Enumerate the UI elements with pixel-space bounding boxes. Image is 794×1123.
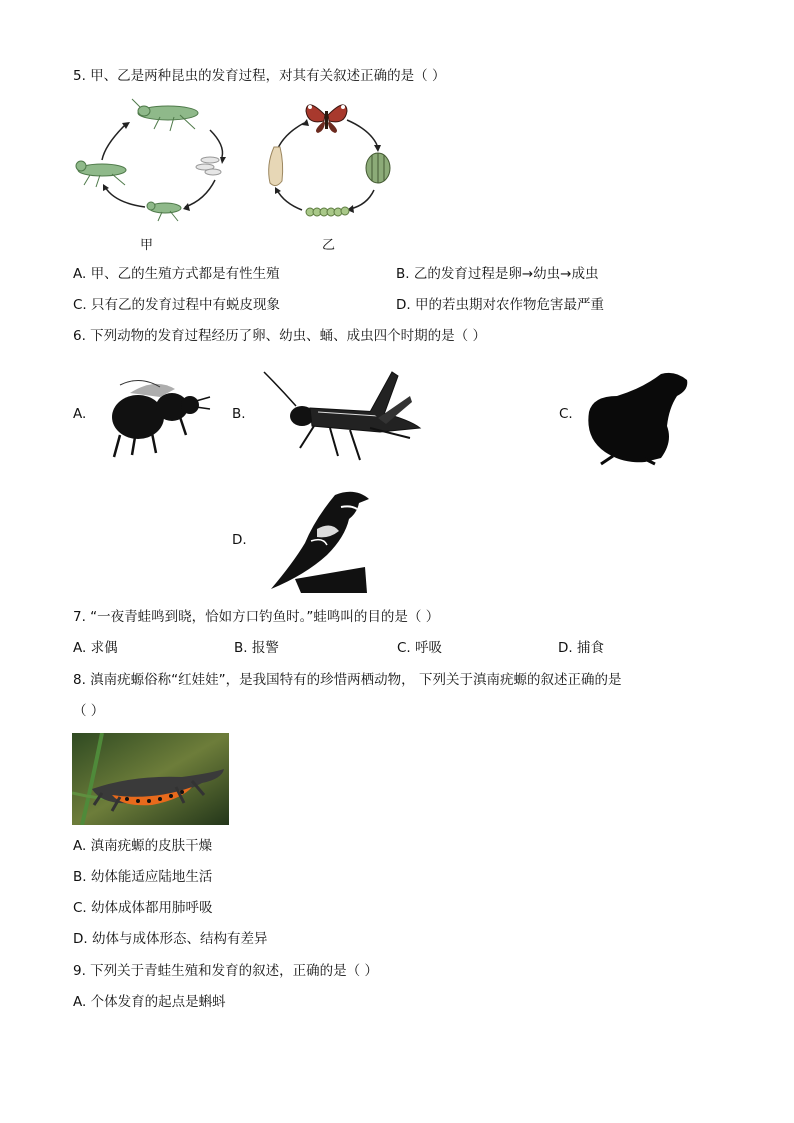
q6-label-d: D. bbox=[232, 532, 247, 548]
q5-label-jia: 甲 bbox=[140, 238, 154, 253]
q8-option-d: D. 幼体与成体形态、结构有差异 bbox=[73, 931, 268, 947]
q5-option-b: B. 乙的发育过程是卵→幼虫→成虫 bbox=[396, 266, 599, 282]
q5-figure-jia bbox=[70, 95, 245, 230]
q7-option-b: B. 报警 bbox=[234, 640, 279, 656]
q8-paren: （ ） bbox=[73, 703, 105, 719]
q5-option-d: D. 甲的若虫期对农作物危害最严重 bbox=[396, 297, 604, 313]
q8-option-c: C. 幼体成体都用肺呼吸 bbox=[73, 900, 213, 916]
q8-option-b: B. 幼体能适应陆地生活 bbox=[73, 869, 213, 885]
q6-label-a: A. bbox=[73, 406, 87, 422]
frog-image bbox=[583, 368, 691, 466]
q9-stem: 9. 下列关于青蛙生殖和发育的叙述，正确的是（ ） bbox=[73, 963, 378, 979]
q7-stem: 7. “一夜青蛙鸣到晓，恰如方口钓鱼时。”蛙鸣叫的目的是（ ） bbox=[73, 609, 440, 625]
q5-option-c: C. 只有乙的发育过程中有蜕皮现象 bbox=[73, 297, 281, 313]
q6-stem: 6. 下列动物的发育过程经历了卵、幼虫、蛹、成虫四个时期的是（ ） bbox=[73, 328, 486, 344]
q7-option-c: C. 呼吸 bbox=[397, 640, 443, 656]
q6-label-b: B. bbox=[232, 406, 246, 422]
q5-figure-yi bbox=[262, 95, 397, 225]
q8-stem: 8. 滇南疣螈俗称“红娃娃”，是我国特有的珍惜两栖动物， 下列关于滇南疣螈的叙述正确的是 bbox=[73, 672, 622, 688]
newt-photo bbox=[72, 733, 229, 825]
q5-option-a: A. 甲、乙的生殖方式都是有性生殖 bbox=[73, 266, 280, 282]
q5-label-yi: 乙 bbox=[322, 238, 336, 253]
q7-option-d: D. 捕食 bbox=[558, 640, 604, 656]
q5-stem: 5. 甲、乙是两种昆虫的发育过程，对其有关叙述正确的是（ ） bbox=[73, 68, 446, 84]
grasshopper-image bbox=[260, 368, 425, 466]
q8-option-a: A. 滇南疣螈的皮肤干燥 bbox=[73, 838, 213, 854]
q6-label-c: C. bbox=[559, 406, 573, 422]
bird-image bbox=[265, 485, 375, 593]
q9-option-a: A. 个体发育的起点是蝌蚪 bbox=[73, 994, 226, 1010]
q7-option-a: A. 求偶 bbox=[73, 640, 118, 656]
bee-image bbox=[100, 375, 215, 460]
